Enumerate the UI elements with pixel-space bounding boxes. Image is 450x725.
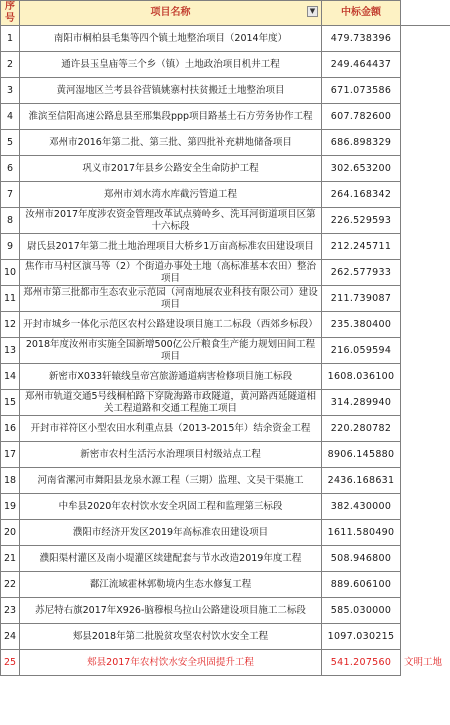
row-number-cell[interactable]: 17 (1, 442, 20, 468)
bid-amount-cell[interactable]: 235.380400 (322, 312, 401, 338)
project-name-cell[interactable]: 苏尼特右旗2017年X926-脑穆根乌拉山公路建设项目施工二标段 (20, 598, 322, 624)
project-name-cell[interactable]: 开封市城乡一体化示范区农村公路建设项目施工二标段（西郊乡标段） (20, 312, 322, 338)
note-cell[interactable] (401, 520, 450, 546)
project-name-cell[interactable]: 新密市农村生活污水治理项目村级站点工程 (20, 442, 322, 468)
project-name-cell[interactable]: 郑州市轨道交通5号线桐柏路下穿陇海路市政隧道，黄河路西延隧道相关工程道路和交通工程施工项目 (20, 390, 322, 416)
project-name-cell[interactable]: 2018年度汝州市实施全国新增500亿公斤粮食生产能力规划田间工程项目 (20, 338, 322, 364)
project-name-cell[interactable]: 开封市祥符区小型农田水利重点县（2013-2015年）结余资金工程 (20, 416, 322, 442)
project-name-cell[interactable]: 焦作市马村区演马等（2）个街道办事处土地（高标准基本农田）整治项目 (20, 260, 322, 286)
project-name-cell[interactable]: 巩义市2017年县乡公路安全生命防护工程 (20, 156, 322, 182)
bid-amount-cell[interactable]: 686.898329 (322, 130, 401, 156)
bid-amount-cell[interactable]: 216.059594 (322, 338, 401, 364)
note-cell[interactable] (401, 78, 450, 104)
note-cell[interactable] (401, 260, 450, 286)
row-number-cell[interactable]: 9 (1, 234, 20, 260)
note-cell[interactable]: 文明工地 (401, 650, 450, 676)
note-cell[interactable] (401, 234, 450, 260)
row-number-cell[interactable]: 12 (1, 312, 20, 338)
table-row (1, 338, 450, 364)
table-row (1, 26, 450, 52)
row-number-cell[interactable]: 16 (1, 416, 20, 442)
row-number-cell[interactable]: 10 (1, 260, 20, 286)
table-row (1, 442, 450, 468)
row-number-cell[interactable]: 18 (1, 468, 20, 494)
row-number-cell[interactable]: 1 (1, 26, 20, 52)
table-row (1, 468, 450, 494)
table-row (1, 390, 450, 416)
bid-amount-cell[interactable]: 1608.036100 (322, 364, 401, 390)
table-row (1, 546, 450, 572)
bid-amount-cell[interactable]: 671.073586 (322, 78, 401, 104)
project-name-cell[interactable]: 郑州市刘水湾水库截污管道工程 (20, 182, 322, 208)
header-amount[interactable]: 中标金额 (322, 1, 401, 26)
table-row (1, 650, 450, 676)
table-row (1, 572, 450, 598)
filter-dropdown-icon[interactable]: ▼ (307, 6, 318, 17)
note-cell[interactable] (401, 130, 450, 156)
header-name-label: 项目名称 (150, 7, 191, 18)
table-row (1, 260, 450, 286)
note-cell[interactable] (401, 546, 450, 572)
bid-amount-cell[interactable]: 585.030000 (322, 598, 401, 624)
table-row (1, 624, 450, 650)
row-number-cell[interactable]: 21 (1, 546, 20, 572)
bid-amount-cell[interactable]: 211.739087 (322, 286, 401, 312)
project-name-cell[interactable]: 鄱江流域霍林郭勒境内生态水修复工程 (20, 572, 322, 598)
table-row (1, 156, 450, 182)
note-cell[interactable] (401, 598, 450, 624)
bid-amount-cell[interactable]: 264.168342 (322, 182, 401, 208)
bid-amount-cell[interactable]: 8906.145880 (322, 442, 401, 468)
bid-amount-cell[interactable]: 2436.168631 (322, 468, 401, 494)
note-cell[interactable] (401, 390, 450, 416)
table-row (1, 598, 450, 624)
project-name-cell[interactable]: 河南省漯河市舞阳县龙泉水源工程（三期）监理、文吴干渠施工 (20, 468, 322, 494)
note-cell[interactable] (401, 442, 450, 468)
table-row (1, 130, 450, 156)
project-name-cell[interactable]: 中牟县2020年农村饮水安全巩固工程和监理第三标段 (20, 494, 322, 520)
row-number-cell[interactable]: 4 (1, 104, 20, 130)
project-name-cell[interactable]: 郏县2017年农村饮水安全巩固提升工程 (20, 650, 322, 676)
table-row (1, 52, 450, 78)
header-name[interactable] (20, 1, 322, 26)
row-number-cell[interactable]: 14 (1, 364, 20, 390)
project-name-cell[interactable]: 邓州市2016年第二批、第三批、第四批补充耕地储备项目 (20, 130, 322, 156)
bid-amount-cell[interactable]: 262.577933 (322, 260, 401, 286)
bid-amount-cell[interactable]: 479.738396 (322, 26, 401, 52)
note-cell[interactable] (401, 104, 450, 130)
table-row (1, 104, 450, 130)
bid-amount-cell[interactable]: 220.280782 (322, 416, 401, 442)
table-row (1, 208, 450, 234)
note-cell[interactable] (401, 624, 450, 650)
project-name-cell[interactable]: 濮阳渠村灌区及南小堤灌区续建配套与节水改造2019年度工程 (20, 546, 322, 572)
table-row (1, 520, 450, 546)
project-name-cell[interactable]: 黄河湿地区兰考县谷营镇姚寨村扶贫搬迁土地整治项目 (20, 78, 322, 104)
project-name-cell[interactable]: 汝州市2017年度涉农资金管理改革试点骑岭乡、洗耳河街道项目区第十六标段 (20, 208, 322, 234)
row-number-cell[interactable]: 3 (1, 78, 20, 104)
bid-amount-cell[interactable]: 1097.030215 (322, 624, 401, 650)
table-row (1, 416, 450, 442)
project-name-cell[interactable]: 郏县2018年第二批脱贫攻坚农村饮水安全工程 (20, 624, 322, 650)
row-number-cell[interactable]: 24 (1, 624, 20, 650)
note-cell[interactable] (401, 364, 450, 390)
note-cell[interactable] (401, 26, 450, 52)
bid-amount-cell[interactable]: 249.464437 (322, 52, 401, 78)
project-name-cell[interactable]: 濮阳市经济开发区2019年高标准农田建设项目 (20, 520, 322, 546)
row-number-cell[interactable]: 6 (1, 156, 20, 182)
row-number-cell[interactable]: 7 (1, 182, 20, 208)
project-name-cell[interactable]: 通许县玉皇庙等三个乡（镇）土地政治项目机井工程 (20, 52, 322, 78)
bid-amount-cell[interactable]: 382.430000 (322, 494, 401, 520)
note-cell[interactable] (401, 416, 450, 442)
note-cell[interactable] (401, 468, 450, 494)
bid-amount-cell[interactable]: 226.529593 (322, 208, 401, 234)
table-row (1, 286, 450, 312)
note-cell[interactable] (401, 52, 450, 78)
note-cell[interactable] (401, 286, 450, 312)
note-cell[interactable] (401, 338, 450, 364)
row-number-cell[interactable]: 8 (1, 208, 20, 234)
project-name-cell[interactable]: 南阳市桐柏县毛集等四个镇土地整治项目（2014年度） (20, 26, 322, 52)
header-extra[interactable] (401, 1, 450, 26)
bid-amount-cell[interactable]: 889.606100 (322, 572, 401, 598)
project-name-cell[interactable]: 郑州市第三批都市生态农业示范园（河南地展农业科技有限公司）建设项目 (20, 286, 322, 312)
row-number-cell[interactable]: 11 (1, 286, 20, 312)
table-row (1, 182, 450, 208)
note-cell[interactable] (401, 182, 450, 208)
table-row (1, 312, 450, 338)
note-cell[interactable] (401, 312, 450, 338)
project-name-cell[interactable]: 新密市X033轩辕线皇帝宫旅游通道病害检修项目施工标段 (20, 364, 322, 390)
header-no[interactable]: 序号 (1, 1, 20, 26)
row-number-cell[interactable]: 5 (1, 130, 20, 156)
row-number-cell[interactable]: 23 (1, 598, 20, 624)
bid-amount-cell[interactable]: 212.245711 (322, 234, 401, 260)
note-cell[interactable] (401, 572, 450, 598)
table-row (1, 494, 450, 520)
project-name-cell[interactable]: 淮滨至信阳高速公路息县至邢集段ppp项目路基土石方劳务协作工程 (20, 104, 322, 130)
bid-amount-cell[interactable]: 607.782600 (322, 104, 401, 130)
row-number-cell[interactable]: 19 (1, 494, 20, 520)
bid-amount-cell[interactable]: 541.207560 (322, 650, 401, 676)
project-name-cell[interactable]: 尉氏县2017年第二批土地治理项目大桥乡1万亩高标准农田建设项目 (20, 234, 322, 260)
row-number-cell[interactable]: 15 (1, 390, 20, 416)
bid-amount-cell[interactable]: 1611.580490 (322, 520, 401, 546)
note-cell[interactable] (401, 208, 450, 234)
table-row (1, 78, 450, 104)
row-number-cell[interactable]: 22 (1, 572, 20, 598)
row-number-cell[interactable]: 13 (1, 338, 20, 364)
bid-amount-cell[interactable]: 508.946800 (322, 546, 401, 572)
row-number-cell[interactable]: 25 (1, 650, 20, 676)
bid-amount-cell[interactable]: 314.289940 (322, 390, 401, 416)
table-row (1, 234, 450, 260)
header-row (1, 1, 450, 26)
table-row (1, 364, 450, 390)
note-cell[interactable] (401, 494, 450, 520)
row-number-cell[interactable]: 2 (1, 52, 20, 78)
note-cell[interactable] (401, 156, 450, 182)
bid-amount-cell[interactable]: 302.653200 (322, 156, 401, 182)
row-number-cell[interactable]: 20 (1, 520, 20, 546)
